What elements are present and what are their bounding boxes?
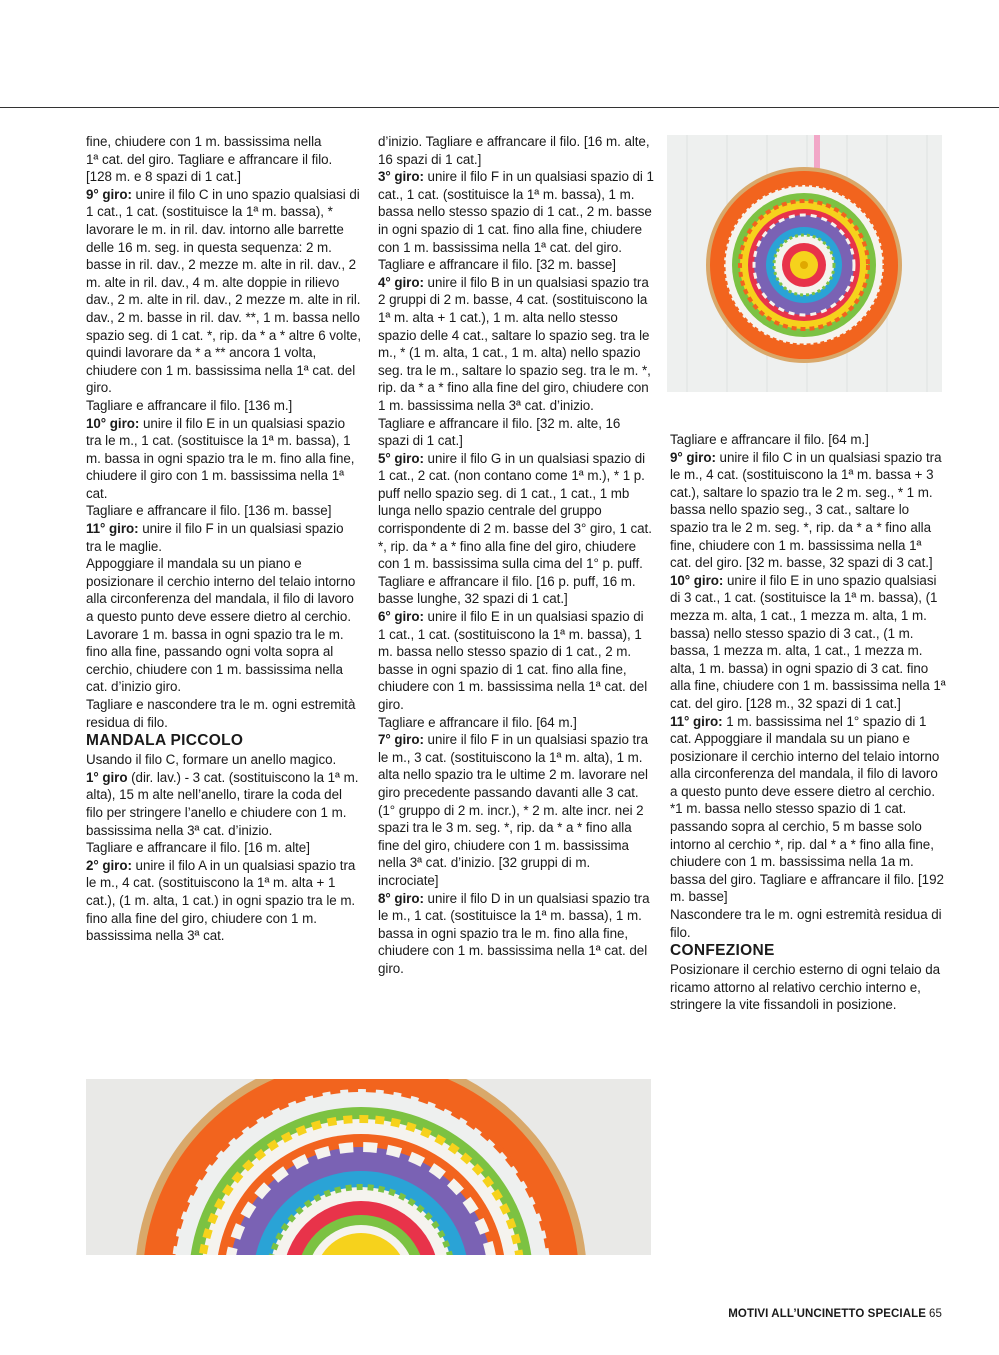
round-label: 9° giro: xyxy=(86,186,132,202)
line: 1ª cat. del giro. Tagliare e affrancare il filo. xyxy=(86,151,333,167)
text-column-3 xyxy=(670,431,946,1014)
round-label: 4° giro: xyxy=(378,274,424,290)
mandala-illustration xyxy=(667,135,942,392)
page-number: 65 xyxy=(929,1308,942,1320)
paragraph: Tagliare e affrancare il filo. [64 m.] xyxy=(670,432,869,447)
line: [128 m. e 8 spazi di 1 cat.] xyxy=(86,169,241,185)
round-label: 9° giro: xyxy=(670,449,716,465)
round-11 xyxy=(670,713,946,907)
round-label: 6° giro: xyxy=(378,609,424,625)
round-text: unire il filo F in un qualsiasi spazio tra le m., 3 cat. (sostituiscono la 1ª m. alta), 1 m. alta nello spazio tra le ultime 2 m. lavorare nel giro precedente passando davanti alle 3 cat. (1° gruppo di 2 m. incr.), * 2 m. alte incr. nei 2 spazi tra le 3 m. seg. *, rip. da * a * fino alla fine del giro, chiudere con 1 m. bassissima nella 3ª cat. d’inizio. [32 gruppi di m. incrociate] xyxy=(378,732,648,888)
round-label: 1° giro xyxy=(86,769,128,785)
round-7 xyxy=(378,731,654,889)
round-text: unire il filo E in uno spazio qualsiasi di 3 cat., 1 cat. (sostituisce la 1ª m. bassa), (1 mezza m. alta, 1 cat., 1 mezza m. alta, 1 m. bassa) nello stesso spazio di 3 cat., (1 m. bassa, 1 mezza m. alta, 1 cat., 1 mezza m. alta, 1 m. bassa) in ogni spazio di 3 cat. fino alla fine, chiudere con 1 m. bassissima nella 1ª cat. del giro. [128 m., 32 spazi di 1 cat.] xyxy=(670,572,946,711)
round-label: 2° giro: xyxy=(86,857,132,873)
round-text: 1 m. bassissima nel 1° spazio di 1 cat. Appoggiare il mandala su un piano e posizionare il cerchio interno del telaio intorno alla circonferenza del mandala, il filo di lavoro a questo punto deve essere dietro al cerchio. *1 m. bassa nello stesso spazio di 1 cat. passando sopra al cerchio, 5 m basse solo intorno al cerchio *, rip. dal * a * fino alla fine, chiudere con 1 m. bassissima nella 1a m. bassa del giro. Tagliare e affrancare il filo. [192 m. basse] xyxy=(670,713,944,905)
round-label: 11° giro: xyxy=(86,521,139,537)
paragraph: Posizionare il cerchio esterno di ogni telaio da ricamo attorno al relativo cerchio interno e, stringere la vite fissandoli in posizione. xyxy=(670,962,941,1013)
round-10 xyxy=(670,572,946,713)
round-end: Tagliare e affrancare il filo. [16 m. alte] xyxy=(86,840,310,856)
round-end: Tagliare e affrancare il filo. [16 p. puff, 16 m. basse lunghe, 32 spazi di 1 cat.] xyxy=(378,573,636,607)
paragraph: Lavorare 1 m. bassa in ogni spazio tra le m. fino alla fine, passando ogni volta sopra al cerchio, chiudere con 1 m. bassissima nella cat. d’inizio giro. xyxy=(86,626,344,695)
round-end: Tagliare e affrancare il filo. [136 m. basse] xyxy=(86,503,332,519)
text-column-2 xyxy=(378,133,654,978)
round-5 xyxy=(378,450,654,573)
round-text: unire il filo G in un qualsiasi spazio di 1 cat., 2 cat. (non contano come 1ª m.), * 1 p. puff nello spazio seg. di 1 cat., 1 cat., 1 mb lunga nello spazio centrale del gruppo corrispondente di 2 m. basse del 3° giro, 1 cat. *, rip. da * a * fino alla fine del giro, chiudere con 1 m. bassissima sulla cima del 1° p. puff. xyxy=(378,450,652,572)
round-text: (dir. lav.) - 3 cat. (sostituiscono la 1ª m. alta), 15 m alte nell’anello, tirare la coda del filo per stringere l’anello e chiudere con 1 m. bassissima nella 3ª cat. d’inizio. xyxy=(86,769,359,838)
round-label: 7° giro: xyxy=(378,732,424,748)
magazine-title: MOTIVI ALL’UNCINETTO SPECIALE xyxy=(728,1308,926,1320)
round-text: unire il filo A in un qualsiasi spazio tra le m., 4 cat. (sostituiscono la 1ª m. alta + 1 cat.), (1 m. alta, 1 cat.) in ogni spazio tra le m. fino alla fine del giro, chiudere con 1 m. bassissima nella 3ª cat. xyxy=(86,857,356,944)
round-end: Tagliare e affrancare il filo. [136 m.] xyxy=(86,397,293,413)
round-11 xyxy=(86,520,362,555)
mandala-closeup-illustration xyxy=(86,1079,651,1255)
round-text: unire il filo D in un qualsiasi spazio tra le m., 1 cat. (sostituisce la 1ª m. bassa), 1 m. bassa in ogni spazio tra le m. fino alla fine, chiudere con 1 m. bassissima nella 1ª cat. del giro. xyxy=(378,890,650,976)
round-text: unire il filo F in un qualsiasi spazio di 1 cat., 1 cat. (sostituisce la 1ª m. bassa), 1 m. bassa nello stesso spazio di 1 cat., 2 m. basse in ogni spazio di 1 cat. fino alla fine, chiudere con 1 m. bassissima nella 1ª cat. del giro. xyxy=(378,169,654,255)
round-10 xyxy=(86,415,362,503)
paragraph: Nascondere tra le m. ogni estremità residua di filo. xyxy=(670,907,942,940)
header-rule xyxy=(0,107,999,108)
round-text: unire il filo F in un qualsiasi spazio tra le maglie. xyxy=(86,521,344,554)
round-6 xyxy=(378,608,654,714)
round-1 xyxy=(86,769,362,839)
round-text: unire il filo C in uno spazio qualsiasi di 1 cat., 1 cat. (sostituisce la 1ª m. bassa), * lavorare le m. in ril. dav. intorno alle barrette delle 16 m. seg. in questa sequenza: 2 m. basse in ril. dav., 2 mezze m. alte in ril. dav., 2 m. alte in ril. dav., 4 m. alte doppie in rilievo dav., 2 m. alte in ril. dav., 2 mezze m. alte in ril. dav., 2 m. basse in ril. dav. **, 1 m. bassa nello spazio seg. di 1 cat. *, rip. da * a * altre 6 volte, quindi lavorare da * a ** ancora 1 volta, chiudere con 1 m. bassissima nella 1ª cat. del giro. xyxy=(86,186,361,396)
paragraph: d’inizio. Tagliare e affrancare il filo. [16 m. alte, 16 spazi di 1 cat.] xyxy=(378,134,650,167)
section-heading: CONFEZIONE xyxy=(670,942,775,960)
round-9 xyxy=(670,449,946,572)
round-label: 10° giro: xyxy=(86,415,140,431)
round-end: Tagliare e affrancare il filo. [32 m. alte, 16 spazi di 1 cat.] xyxy=(378,415,621,449)
text-column-1 xyxy=(86,133,362,945)
round-end: Tagliare e affrancare il filo. [32 m. basse] xyxy=(378,257,616,273)
section-heading: MANDALA PICCOLO xyxy=(86,732,244,750)
photo-mandala-closeup xyxy=(86,1079,651,1255)
paragraph: Usando il filo C, formare un anello magico. xyxy=(86,752,337,768)
round-label: 5° giro: xyxy=(378,450,424,466)
round-label: 3° giro: xyxy=(378,169,424,185)
round-8 xyxy=(378,890,654,978)
round-label: 11° giro: xyxy=(670,713,723,729)
round-4 xyxy=(378,274,654,415)
paragraph: Tagliare e nascondere tra le m. ogni estremità residua di filo. xyxy=(86,697,356,730)
photo-small-mandala xyxy=(667,135,942,392)
page-footer xyxy=(728,1308,942,1320)
round-3 xyxy=(378,168,654,256)
round-text: unire il filo E in un qualsiasi spazio tra le m., 1 cat. (sostituisce la 1ª m. bassa), 1 m. bassa in ogni spazio tra le m. fino alla fine, chiudere il giro con 1 m. bassissima nella 1ª cat. xyxy=(86,415,355,501)
paragraph: Appoggiare il mandala su un piano e posizionare il cerchio interno del telaio intorno alla circonferenza del mandala, il filo di lavoro a questo punto deve essere dietro al cerchio. xyxy=(86,556,356,625)
round-text: unire il filo C in un qualsiasi spazio tra le m., 4 cat. (sostituiscono la 1ª m. bassa + 3 cat.), saltare lo spazio tra le 2 m. seg., * 1 m. bassa nello spazio seg., 3 cat., saltare lo spazio tra le 2 m. seg. *, rip. da * a * fino alla fine, chiudere con 1 m. bassissima nella 1ª cat. del giro. [32 m. basse, 32 spazi di 3 cat.] xyxy=(670,449,942,571)
line: fine, chiudere con 1 m. bassissima nella xyxy=(86,134,322,149)
round-text: unire il filo E in un qualsiasi spazio di 1 cat., 1 cat. (sostituiscono la 1ª m. bassa), 1 m. bassa nello stesso spazio di 1 cat., 2 m. basse in ogni spazio di 1 cat. fino alla fine, chiudere con 1 m. bassissima nella 1ª cat. del giro. xyxy=(378,609,648,712)
round-label: 8° giro: xyxy=(378,890,424,906)
round-text: unire il filo B in un qualsiasi spazio tra 2 gruppi di 2 m. basse, 4 cat. (sostituiscono la 1ª m. alta + 1 cat.), 1 m. alta nello stesso spazio delle 4 cat., saltare lo spazio seg. tra le m., * (1 m. alta, 1 cat., 1 m. alta) nello spazio seg. tra le m., saltare lo spazio seg. tra le m. *, rip. da * a * fino alla fine del giro, chiudere con 1 m. bassissima nella 3ª cat. d’inizio. xyxy=(378,274,651,413)
round-9 xyxy=(86,186,362,397)
round-label: 10° giro: xyxy=(670,572,724,588)
round-2 xyxy=(86,857,362,945)
round-end: Tagliare e affrancare il filo. [64 m.] xyxy=(378,714,577,730)
